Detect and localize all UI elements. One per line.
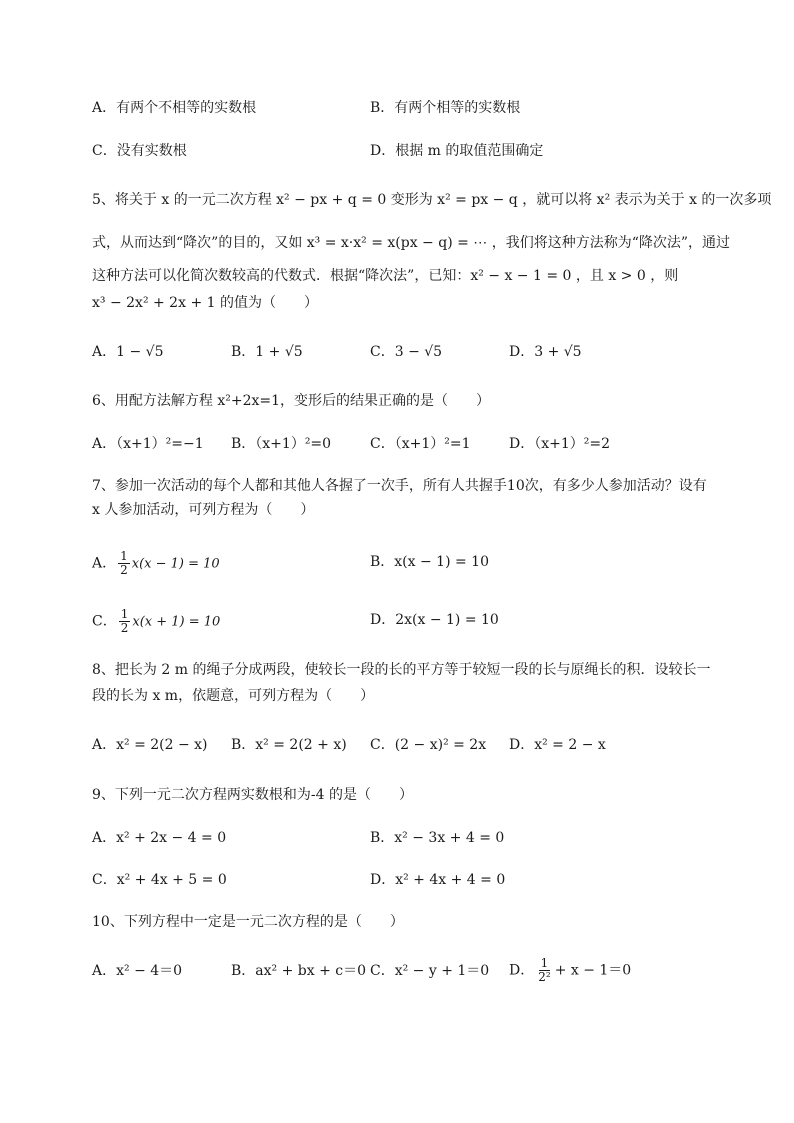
q7-option-a-expression: x(x − 1) = 10 bbox=[131, 556, 220, 572]
q5-option-d: D．3 + √5 bbox=[509, 344, 582, 360]
q5-stem-line-2: 式，从而达到“降次”的目的，又如 x³ = x·x² = x(px − q) = ⋯ ，我们将这种方法称为“降次法”，通过 bbox=[92, 235, 731, 251]
q7-option-a-fraction bbox=[118, 550, 130, 577]
q9-option-b: B．x² − 3x + 4 = 0 bbox=[370, 830, 505, 846]
q7-option-d: D．2x(x − 1) = 10 bbox=[370, 612, 499, 628]
q10-option-d-expression: + x − 1＝0 bbox=[554, 962, 632, 979]
q7-option-a-label: A． bbox=[92, 555, 117, 572]
q5-option-c: C．3 − √5 bbox=[370, 344, 443, 360]
q10-option-c: C．x² − y + 1＝0 bbox=[370, 963, 490, 979]
q6-option-d: D．（x+1）²=2 bbox=[509, 436, 611, 452]
q10-option-d-label: D． bbox=[509, 962, 535, 979]
q9-option-a: A．x² + 2x − 4 = 0 bbox=[92, 830, 227, 846]
q5-option-a: A．1 − √5 bbox=[92, 344, 164, 360]
q8-option-a: A．x² = 2(2 − x) bbox=[92, 737, 208, 753]
q4-option-a: A．有两个不相等的实数根 bbox=[92, 100, 257, 116]
q7-option-c-label: C． bbox=[92, 613, 117, 630]
q5-stem-line-4: x³ − 2x² + 2x + 1 的值为（ ） bbox=[92, 295, 318, 311]
q7-option-a bbox=[92, 550, 220, 577]
q9-option-d: D．x² + 4x + 4 = 0 bbox=[370, 872, 506, 888]
fraction-numerator: 1 bbox=[120, 549, 128, 563]
q8-stem-line-1: 8、把长为 2 m 的绳子分成两段，使较长一段的长的平方等于较短一段的长与原绳长的积．设较长一 bbox=[92, 662, 711, 678]
q9-option-c: C．x² + 4x + 5 = 0 bbox=[92, 872, 227, 888]
q7-option-c bbox=[92, 608, 220, 635]
q6-option-c: C．（x+1）²=1 bbox=[370, 436, 471, 452]
q10-option-b: B．ax² + bx + c＝0 bbox=[231, 963, 367, 979]
q6-stem: 6、用配方法解方程 x²+2x=1，变形后的结果正确的是（ ） bbox=[92, 393, 491, 409]
q6-option-b: B．（x+1）²=0 bbox=[231, 436, 332, 452]
q8-option-b: B．x² = 2(2 + x) bbox=[231, 737, 347, 753]
q10-stem: 10、下列方程中一定是一元二次方程的是（ ） bbox=[92, 914, 404, 930]
q6-option-a: A．（x+1）²=−1 bbox=[92, 436, 204, 452]
q5-option-b: B．1 + √5 bbox=[231, 344, 303, 360]
q4-option-d: D．根据 m 的取值范围确定 bbox=[370, 143, 544, 159]
fraction-denominator: 2 bbox=[120, 621, 129, 635]
q7-option-c-fraction bbox=[119, 608, 131, 635]
q10-option-d-fraction bbox=[536, 957, 552, 984]
fraction-numerator: 1 bbox=[120, 607, 129, 621]
q7-stem-line-2: x 人参加活动，可列方程为（ ） bbox=[92, 502, 315, 518]
q9-stem: 9、下列一元二次方程两实数根和为-4 的是（ ） bbox=[92, 787, 413, 803]
q7-stem-line-1: 7、参加一次活动的每个人都和其他人各握了一次手，所有人共握手10次，有多少人参加活动？设有 bbox=[92, 478, 707, 494]
q8-stem-line-2: 段的长为 x m，依题意，可列方程为（ ） bbox=[92, 688, 375, 704]
q4-option-c: C．没有实数根 bbox=[92, 143, 187, 159]
q5-stem-line-1: 5、将关于 x 的一元二次方程 x² − px + q = 0 变形为 x² = px − q ，就可以将 x² 表示为关于 x 的一次多项 bbox=[92, 192, 772, 208]
fraction-denominator: 2 bbox=[120, 563, 128, 577]
fraction-denominator: 2² bbox=[538, 970, 551, 984]
q5-stem-line-3: 这种方法可以化简次数较高的代数式．根据“降次法”，已知：x² − x − 1 = 0 ，且 x > 0 ，则 bbox=[92, 268, 679, 284]
q10-option-d bbox=[509, 957, 631, 984]
q4-option-b: B．有两个相等的实数根 bbox=[370, 100, 521, 116]
q8-option-d: D．x² = 2 − x bbox=[509, 737, 606, 753]
q7-option-b: B．x(x − 1) = 10 bbox=[370, 554, 489, 570]
q7-option-c-expression: x(x + 1) = 10 bbox=[132, 614, 221, 630]
q10-option-a: A．x² − 4＝0 bbox=[92, 963, 183, 979]
fraction-numerator: 1 bbox=[540, 956, 549, 970]
q8-option-c: C．(2 − x)² = 2x bbox=[370, 737, 487, 753]
